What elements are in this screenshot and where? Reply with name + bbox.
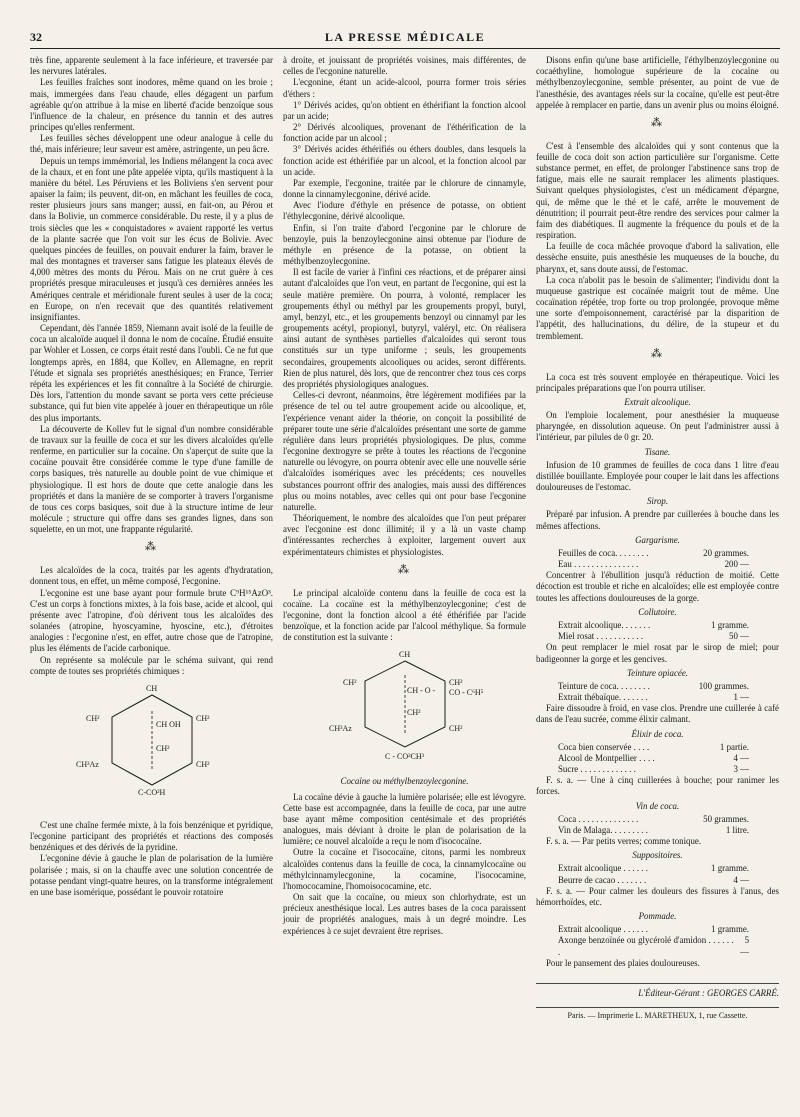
paragraph: Préparé par infusion. A prendre par cuillerées à bouche dans les mêmes affections. bbox=[536, 509, 779, 531]
formula-label: CH² bbox=[448, 678, 463, 688]
journal-title: LA PRESSE MÉDICALE bbox=[324, 30, 486, 44]
formula-label: CH² bbox=[406, 708, 421, 718]
prescription-line: Extrait alcoolique . . . . . . 1 gramme. bbox=[558, 924, 749, 935]
formula-label: CO - C⁶H⁵ bbox=[448, 688, 483, 698]
ecgonine-formula-diagram bbox=[72, 681, 232, 816]
section-separator: ⁂ bbox=[145, 541, 158, 554]
formula-label: CH² bbox=[448, 724, 463, 734]
recipe-title: Tisane. bbox=[644, 446, 671, 457]
paragraph: Les feuilles sèches développent une odeur analogue à celle du thé, mais inférieure; leur saveur est amère, astringente, un peu âcre. bbox=[30, 133, 273, 155]
column-1 bbox=[30, 55, 273, 1021]
formula-label: CH² bbox=[195, 713, 210, 723]
prescription-line: Coca bien conservée . . . . 1 partie. bbox=[558, 741, 749, 752]
paragraph: Celles-ci devront, néanmoins, être légèrement modifiées par la présence de tel ou tel autre groupement acide ou alcoolique, et, l'expérience venant aider la théorie, on conçoit la possibilité de préparer toute une série d'alcaloïdes présentant une sorte de gamme régulière dans leurs propriétés physiologiques. De plus, comme l'ecgonine dextrogyre se prête à toutes les réactions de l'ecgonine naturelle ou lévogyre, on pourra obtenir avec elle une nouvelle série d'alcaloïdes isomériques avec les précédents; ces nouvelles substances pourront offrir des analogies, mais aussi des différences plus ou moins notables, avec celles qui ont pour base l'ecgonine naturelle. bbox=[283, 390, 526, 512]
printer-imprint: Paris. — Imprimerie L. MARETHEUX, 1, rue Cassette. bbox=[536, 1007, 779, 1021]
paragraph: C'est une chaîne fermée mixte, à la fois benzénique et pyridique, l'ecgonine participant des propriétés et réactions des composés benzéniques et des dérivés de la pyridine. bbox=[30, 819, 273, 853]
prescription-line: Extrait alcoolique. . . . . . . 1 gramme. bbox=[558, 619, 749, 630]
paragraph: On représente sa molécule par le schéma suivant, qui rend compte de toutes ses propriétés chimiques : bbox=[30, 654, 273, 676]
prescription-line: Extrait thébaïque. . . . . . . 1 — bbox=[558, 692, 749, 703]
formula-label: CH bbox=[398, 650, 410, 660]
formula-label: CH² bbox=[155, 743, 170, 753]
formula-label: CH³Az bbox=[328, 724, 352, 734]
formula-label: C - CO²CH³ bbox=[384, 752, 424, 762]
page-number: 32 bbox=[30, 30, 42, 44]
paragraph: La feuille de coca mâchée provoque d'abord la salivation, elle dessèche ensuite, puis anesthésie les muqueuses de la bouche, du pharynx, et, sans doute aussi, de l'estomac. bbox=[536, 241, 779, 274]
recipe-title: Extrait alcoolique. bbox=[624, 396, 691, 407]
recipe-title: Élixir de coca. bbox=[631, 728, 684, 739]
paragraph: Faire dissoudre à froid, en vase clos. Prendre une cuillerée à café dans de l'eau sucrée, comme élixir calmant. bbox=[536, 703, 779, 725]
paragraph: La cocaïne dévie à gauche la lumière polarisée; elle est lévogyre. Cette base est accompagnée, dans la feuille de coca, par une autre base ayant même composition centésimale et des propriétés analogues, mais déviant à droite le plan de polarisation de la lumière; ce nouvel alcaloïde a reçu le nom d'isococaïne. bbox=[283, 791, 526, 847]
paragraph: La coca n'abolit pas le besoin de s'alimenter; l'individu dont la muqueuse gastrique est cocaïnée maigrit tout de même. Une cocaïnation répétée, trop forte ou trop prolongée, provoque même une sorte d'empoisonnement, caractérisé par la disparition de l'appétit, des hallucinations, du délire, de la stupeur et du tremblement. bbox=[536, 274, 779, 341]
paragraph: C'est à l'ensemble des alcaloïdes qui y sont contenus que la feuille de coca doit son action particulière sur l'organisme. Cette substance permet, en effet, de prolonger l'abstinence sans trop de fatigue, mais elle ne saurait remplacer les aliments plastiques. Suivant quelques physiologistes, c'est un médicament d'épargne, qui, de même que le thé et le café, arrête le mouvement de dénutrition; il pourrait peut-être rendre des services pour calmer la faim des diabétiques. Il augmente la fréquence du pouls et de la respiration. bbox=[536, 140, 779, 241]
paragraph: On sait que la cocaïne, ou mieux son chlorhydrate, est un précieux anesthésique local. Les autres bases de la coca paraissent jouir de propriétés analogues, mais à un degré moindre. Les expériences à ce sujet devraient être reprises. bbox=[283, 892, 526, 936]
prescription-line: Alcool de Montpellier . . . . 4 — bbox=[558, 752, 749, 763]
page-header bbox=[30, 30, 780, 49]
paragraph: F. s. a. — Par petits verres; comme tonique. bbox=[546, 836, 702, 847]
prescription-line: Beurre de cacao . . . . . . . 4 — bbox=[558, 874, 749, 885]
paragraph: Cependant, dès l'année 1859, Niemann avait isolé de la feuille de coca un alcaloïde auquel il donna le nom de cocaïne. Étudié ensuite par Wohler et Lossen, ce corps était resté dans l'oubli. Ce ne fut que longtemps après, en 1884, que Kollev, en Allemagne, en reprit l'étude et signala ses propriétés anesthésiques; en France, Terrier répéta les expériences et les fit connaître à la Société de chirurgie. Dès lors, l'attention du monde savant se porta vers cette précieuse substance, qui fut bien vite appelée à jouer en thérapeutique un rôle des plus importants. bbox=[30, 323, 273, 423]
paragraph: Avec l'iodure d'éthyle en présence de potasse, on obtient l'éthylecgonine, dérivé alcoolique. bbox=[283, 200, 526, 222]
paragraph: 2° Dérivés alcooliques, provenant de l'éthérification de la fonction acide par un alcool ; bbox=[283, 122, 526, 144]
publisher-signature: L'Éditeur-Gérant : GEORGES CARRÉ. bbox=[536, 983, 779, 999]
paragraph: très fine, apparente seulement à la face inférieure, et traversée par les nervures latérales. bbox=[30, 55, 273, 77]
paragraph: L'ecgonine, étant un acide-alcool, pourra former trois séries d'éthers : bbox=[283, 77, 526, 99]
paragraph: Par exemple, l'ecgonine, traitée par le chlorure de cinnamyle, donne la cinnamylecgonine, dérivé acide. bbox=[283, 177, 526, 200]
paragraph: 3° Dérivés acides éthérifiés ou éthers doubles, dans lesquels la fonction acide est éthérifiée par un alcool, et la fonction alcool par un acide. bbox=[283, 144, 526, 177]
formula-label: CH bbox=[145, 683, 157, 693]
prescription-line: Coca . . . . . . . . . . . . . . 50 grammes. bbox=[558, 813, 749, 824]
formula-label: CH² bbox=[85, 713, 100, 723]
paragraph: On peut remplacer le miel rosat par le sirop de miel; pour badigeonner la gorge et les gencives. bbox=[536, 642, 779, 664]
formula-label: CH² bbox=[342, 678, 357, 688]
column-2 bbox=[283, 55, 526, 1021]
paragraph: à droite, et jouissant de propriétés voisines, mais différentes, de celles de l'ecgonine naturelle. bbox=[283, 55, 526, 77]
formula-label: CH² bbox=[195, 759, 210, 769]
recipe-title: Vin de coca. bbox=[635, 800, 680, 811]
prescription-line: Sucre . . . . . . . . . . . . . 3 — bbox=[558, 764, 749, 775]
paragraph: La découverte de Kollev fut le signal d'un nombre considérable de travaux sur la feuille de coca et sur les divers alcaloïdes qu'elle renferme, en particulier sur la cocaïne. On s'aperçut de suite que la cocaïne pouvait être considérée comme le type d'une famille de corps basiques, très naturelle au double point de vue chimique et physiologique. Il est hors de doute que cette analogie dans les propriétés et dans la manière de se comporter à travers l'organisme de tous ces corps basiques, soit due à la structure intime de leur molécule ; structure qui offre dans ses grandes lignes, dans son squelette, en un mot, une frappante régularité. bbox=[30, 423, 273, 535]
paragraph: Les alcaloïdes de la coca, traités par les agents d'hydratation, donnent tous, en effet, un même composé, l'ecgonine. bbox=[30, 565, 273, 587]
recipe-title: Suppositoires. bbox=[632, 850, 683, 861]
prescription-line: Extrait alcoolique . . . . . . 1 gramme. bbox=[558, 863, 749, 874]
prescription-line: Feuilles de coca. . . . . . . . 20 grammes. bbox=[558, 547, 749, 558]
paragraph: Enfin, si l'on traite d'abord l'ecgonine par le chlorure de benzoyle, puis la benzoylecgonine ainsi obtenue par l'iodure de méthyle en présence de la potasse, on obtient la méthylbenzoylecgonine. bbox=[283, 222, 526, 267]
paragraph: L'ecgonine est une base ayant pour formule brute C⁹H¹⁵AzO³. C'est un corps à fonctions mixtes, à la fois base, acide et alcool, qui présente avec l'atropine, d'où dérivent tous les alcaloïdes des solanées (atropine, hyoscyamine, hyoscine, etc.), d'étroites analogies : l'ecgonine n'est, en effet, autre chose que de l'atropine, plus les éléments de l'acide carbonique. bbox=[30, 587, 273, 654]
section-separator: ⁂ bbox=[651, 116, 664, 129]
prescription-line: Eau . . . . . . . . . . . . . . . 200 — bbox=[558, 559, 749, 570]
paragraph: Le principal alcaloïde contenu dans la feuille de coca est la cocaïne. La cocaïne est la méthylbenzoylecgonine; c'est de l'ecgonine, dont la fonction alcool a été éthérifiée par l'acide benzoïque, et la fonction acide par l'alcool méthylique. Sa formule de constitution est la suivante : bbox=[283, 587, 526, 643]
formula-label: CH OH bbox=[155, 719, 181, 729]
paragraph: 1° Dérivés acides, qu'on obtient en éthérifiant la fonction alcool par un acide; bbox=[283, 99, 526, 121]
methylbenzoylecgonine-formula-diagram bbox=[315, 647, 495, 772]
paragraph: L'ecgonine dévie à gauche le plan de polarisation de la lumière polarisée ; mais, si on la chauffe avec une solution concentrée de potasse pendant vingt-quatre heures, on la transforme intégralement en une base isomérique, possédant le pouvoir rotatoire bbox=[30, 853, 273, 897]
prescription-line: Miel rosat . . . . . . . . . . . 50 — bbox=[558, 631, 749, 642]
prescription-line: Vin de Malaga. . . . . . . . . 1 litre. bbox=[558, 824, 749, 835]
paragraph: Depuis un temps immémorial, les Indiens mélangent la coca avec de la chaux, et en font une pâte appelée vipta, qu'ils mastiquent à la manière du bétel. Les Péruviens et les Boliviens s'en servent pour apaiser la faim; ils peuvent, dit-on, en mâchant les feuilles de coca, rester plusieurs jours sans manger; aussi, en fait-on, au Pérou et dans la Bolivie, un commerce considérable. Du reste, il y a plus de trois siècles que les « conquistadores » avaient rapporté les vertus de la plante sacrée que l'on voit sur les écus de Bolivie. Avec quelques pincées de feuilles, on pouvait endurer la faim, braver le mal des montagnes et traverser sans fatigue les plateaux élevés de 4,000 mètres des monts du Pérou. Mais on ne crut guère à ces propriétés presque miraculeuses et jusqu'à ces dernières années les Amériques centrale et méridionale furent seules à user de la coca; en Europe, on n'en recevait que des quantités relativement insignifiantes. bbox=[30, 155, 273, 322]
paragraph: On l'emploie localement, pour anesthésier la muqueuse pharyngée, en dissolution aqueuse. On peut l'administrer aussi à l'intérieur, par pilules de 0 gr. 20. bbox=[536, 410, 779, 443]
section-separator: ⁂ bbox=[398, 563, 411, 576]
formula-label: C-CO²H bbox=[137, 787, 165, 797]
recipe-title: Teinture opiacée. bbox=[627, 667, 688, 678]
figure-caption: Cocaïne ou méthylbenzoylecgonine. bbox=[340, 776, 469, 787]
section-separator: ⁂ bbox=[651, 347, 664, 360]
paragraph: Outre la cocaïne et l'isococaïne, citons, parmi les nombreux alcaloïdes contenus dans la feuille de coca, la cinnamylcocaïne ou méthylcinnamylecgonine, la cocamine, l'isococamine, l'homococamine, l'homoisococamine, etc. bbox=[283, 847, 526, 891]
recipe-title: Collutoire. bbox=[638, 606, 677, 617]
paragraph: Disons enfin qu'une base artificielle, l'éthylbenzoylecgonine ou cocaéthyline, homologue supérieure de la cocaïne ou méthylbenzoylecgonine, semble présenter, au point de vue de l'anesthésie, des avantages réels sur la cocaïne, qu'elle est peut-être appelée à remplacer en partie, dans un avenir plus ou moins éloigné. bbox=[536, 55, 779, 110]
column-3 bbox=[536, 55, 779, 1021]
paragraph: Pour le pansement des plaies douloureuses. bbox=[546, 957, 700, 968]
paragraph: Concentrer à l'ébullition jusqu'à réduction de moitié. Cette décoction est trouble et riche en alcaloïdes; elle est employée contre toutes les affections douloureuses de la gorge. bbox=[536, 570, 779, 603]
paragraph: F. s. a. — Une à cinq cuillerées à bouche; pour ranimer les forces. bbox=[536, 775, 779, 797]
paragraph: Les feuilles fraîches sont inodores, même quand on les broie ; mais, immergées dans l'eau chaude, elles dégagent un parfum agréable qu'on attribue à la mise en liberté d'acide benzoïque sous l'influence de la chaleur, en présence du tannin et des autres principes qu'elles renferment. bbox=[30, 77, 273, 133]
paragraph: Théoriquement, le nombre des alcaloïdes que l'on peut préparer avec l'ecgonine est donc illimité; il y a là un vaste champ d'intéressantes recherches à exploiter, largement ouvert aux expérimentateurs chimistes et physiologistes. bbox=[283, 513, 526, 557]
recipe-title: Sirop. bbox=[646, 496, 669, 507]
prescription-line: Axonge benzoïnée ou glycérolé d'amidon . . . . . . . 5 — bbox=[558, 935, 749, 957]
recipe-title: Gargarisme. bbox=[635, 534, 680, 545]
formula-label: CH - O - bbox=[406, 686, 435, 696]
prescription-line: Teinture de coca. . . . . . . . 100 grammes. bbox=[558, 680, 749, 691]
paragraph: La coca est très souvent employée en thérapeutique. Voici les principales préparations que l'on pourra utiliser. bbox=[536, 371, 779, 393]
formula-label: CH³Az bbox=[75, 759, 99, 769]
recipe-title: Pommade. bbox=[638, 911, 677, 922]
paragraph: F. s. a. — Pour calmer les douleurs des fissures à l'anus, des hémorrhoïdes, etc. bbox=[536, 885, 779, 907]
paragraph: Infusion de 10 grammes de feuilles de coca dans 1 litre d'eau distillée bouillante. Employée pour couper le lait dans les affections douloureuses de l'estomac. bbox=[536, 459, 779, 493]
paragraph: Il est facile de varier à l'infini ces réactions, et de préparer ainsi autant d'alcaloïdes que l'on veut, en partant de l'ecgonine, qui est la seule matière première. On pourra, à volonté, remplacer les groupements éthyl ou méthyl par les groupements propyl, butyl, amyl, benzyl, etc., et les groupements benzoyl ou cinnamyl par les groupements acétyl, propionyl, butyryl, valéryl, etc. On réalisera ainsi autant de synthèses partielles d'alcaloïdes qui seront tous constitués sur un type uniforme ; seuls, les groupements secondaires, groupements alcooliques ou acides, seront différents. Rien de plus naturel, dès lors, que de rencontrer chez tous ces corps des propriétés physiologiques analogues. bbox=[283, 267, 526, 389]
